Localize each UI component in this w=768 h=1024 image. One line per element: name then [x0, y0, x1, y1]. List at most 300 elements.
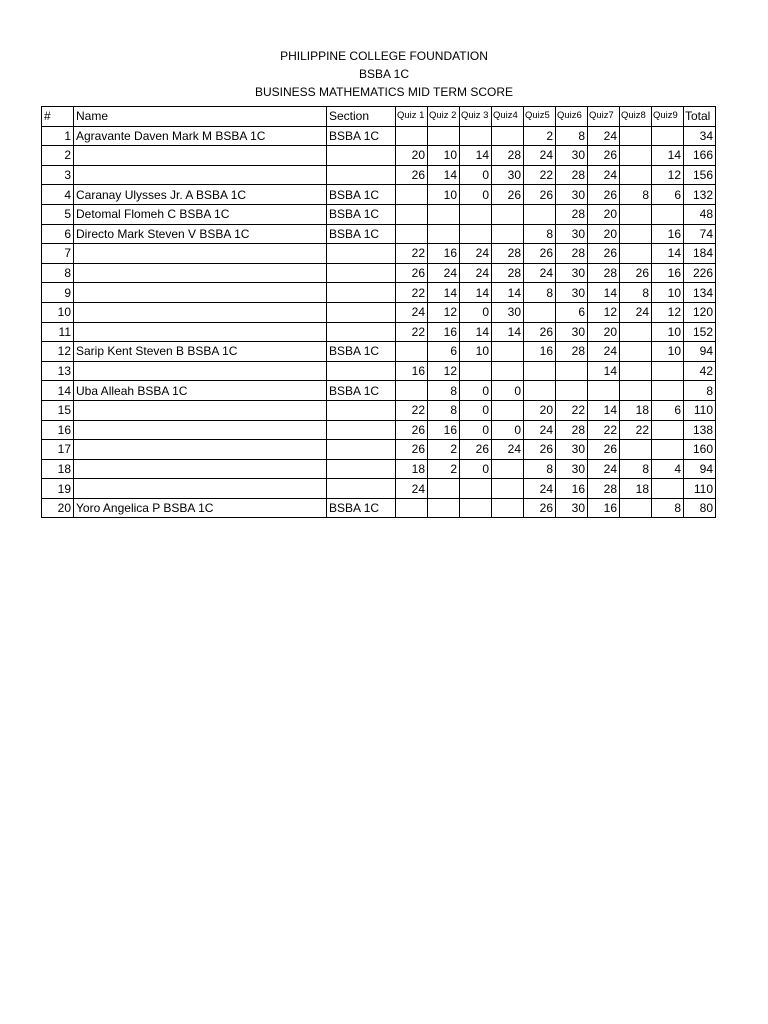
- table-cell: 22: [396, 400, 428, 420]
- table-cell: [74, 263, 327, 283]
- table-cell: 30: [556, 146, 588, 166]
- table-cell: 8: [524, 459, 556, 479]
- table-cell: [74, 400, 327, 420]
- table-cell: [327, 361, 396, 381]
- table-cell: [396, 342, 428, 362]
- table-cell: 2: [524, 126, 556, 146]
- table-cell: 30: [556, 283, 588, 303]
- table-cell: 14: [42, 381, 74, 401]
- table-cell: [396, 126, 428, 146]
- table-cell: 26: [588, 185, 620, 205]
- table-cell: 2: [428, 440, 460, 460]
- table-row: [42, 126, 716, 146]
- table-cell: 28: [556, 165, 588, 185]
- table-cell: 14: [428, 283, 460, 303]
- table-cell: 24: [460, 244, 492, 264]
- table-cell: 48: [684, 204, 716, 224]
- table-cell: 8: [556, 126, 588, 146]
- table-cell: 74: [684, 224, 716, 244]
- table-cell: 22: [524, 165, 556, 185]
- table-cell: 24: [396, 302, 428, 322]
- column-header: Quiz8: [620, 107, 652, 127]
- table-cell: 30: [556, 322, 588, 342]
- table-cell: 16: [428, 244, 460, 264]
- table-row: [42, 224, 716, 244]
- table-cell: 18: [396, 459, 428, 479]
- table-cell: 26: [588, 440, 620, 460]
- table-cell: BSBA 1C: [327, 185, 396, 205]
- table-cell: 26: [396, 165, 428, 185]
- table-cell: [492, 498, 524, 518]
- table-cell: [74, 479, 327, 499]
- table-cell: Directo Mark Steven V BSBA 1C: [74, 224, 327, 244]
- table-cell: 20: [42, 498, 74, 518]
- table-row: [42, 342, 716, 362]
- table-cell: [327, 479, 396, 499]
- table-cell: 14: [588, 361, 620, 381]
- table-cell: [620, 244, 652, 264]
- table-cell: 24: [524, 146, 556, 166]
- table-cell: 94: [684, 342, 716, 362]
- table-cell: [428, 479, 460, 499]
- table-cell: 22: [588, 420, 620, 440]
- table-cell: 24: [524, 420, 556, 440]
- table-cell: 20: [588, 224, 620, 244]
- table-cell: 26: [588, 146, 620, 166]
- column-header: Quiz 2: [428, 107, 460, 127]
- table-cell: 134: [684, 283, 716, 303]
- header-row: [42, 107, 716, 127]
- table-cell: [396, 498, 428, 518]
- table-cell: [74, 244, 327, 264]
- table-cell: 20: [396, 146, 428, 166]
- table-cell: BSBA 1C: [327, 498, 396, 518]
- table-cell: 0: [460, 400, 492, 420]
- table-cell: 8: [524, 283, 556, 303]
- table-cell: 28: [492, 146, 524, 166]
- table-row: [42, 420, 716, 440]
- table-cell: 16: [524, 342, 556, 362]
- table-cell: [327, 420, 396, 440]
- table-cell: 14: [652, 244, 684, 264]
- table-cell: Sarip Kent Steven B BSBA 1C: [74, 342, 327, 362]
- table-row: [42, 185, 716, 205]
- column-header: Section: [327, 107, 396, 127]
- table-cell: 12: [42, 342, 74, 362]
- table-cell: BSBA 1C: [327, 204, 396, 224]
- table-cell: [327, 322, 396, 342]
- table-cell: 16: [42, 420, 74, 440]
- table-row: [42, 381, 716, 401]
- table-cell: 14: [492, 283, 524, 303]
- table-cell: [620, 440, 652, 460]
- table-cell: [460, 126, 492, 146]
- table-cell: 166: [684, 146, 716, 166]
- table-cell: 10: [428, 185, 460, 205]
- college-name: PHILIPPINE COLLEGE FOUNDATION: [280, 49, 488, 63]
- table-cell: 30: [556, 263, 588, 283]
- table-cell: 15: [42, 400, 74, 420]
- table-cell: 12: [652, 302, 684, 322]
- table-cell: [327, 263, 396, 283]
- table-cell: 26: [396, 420, 428, 440]
- table-cell: 8: [620, 185, 652, 205]
- table-cell: [327, 244, 396, 264]
- table-row: [42, 459, 716, 479]
- table-cell: [460, 479, 492, 499]
- table-cell: [620, 224, 652, 244]
- table-cell: 10: [652, 342, 684, 362]
- table-cell: 14: [460, 283, 492, 303]
- table-cell: 28: [492, 263, 524, 283]
- report-title: BUSINESS MATHEMATICS MID TERM SCORE: [254, 85, 514, 99]
- score-table: [41, 106, 716, 518]
- table-cell: 12: [428, 361, 460, 381]
- table-row: [42, 302, 716, 322]
- table-cell: 80: [684, 498, 716, 518]
- table-cell: 26: [524, 244, 556, 264]
- table-cell: [588, 381, 620, 401]
- table-cell: 0: [460, 302, 492, 322]
- table-cell: 7: [42, 244, 74, 264]
- table-cell: [428, 126, 460, 146]
- table-cell: [652, 361, 684, 381]
- table-cell: [620, 165, 652, 185]
- table-cell: 24: [588, 126, 620, 146]
- table-cell: 152: [684, 322, 716, 342]
- table-cell: [620, 204, 652, 224]
- table-cell: 26: [396, 263, 428, 283]
- table-cell: 8: [620, 459, 652, 479]
- table-cell: 13: [42, 361, 74, 381]
- table-cell: [652, 420, 684, 440]
- table-cell: 12: [652, 165, 684, 185]
- table-cell: 16: [556, 479, 588, 499]
- table-cell: [556, 361, 588, 381]
- table-row: [42, 322, 716, 342]
- table-cell: 16: [588, 498, 620, 518]
- table-cell: 28: [556, 204, 588, 224]
- table-cell: 10: [460, 342, 492, 362]
- table-cell: 26: [524, 498, 556, 518]
- table-row: [42, 244, 716, 264]
- table-cell: 30: [492, 165, 524, 185]
- table-cell: [428, 224, 460, 244]
- table-cell: 8: [428, 381, 460, 401]
- table-cell: [396, 381, 428, 401]
- table-body: [42, 126, 716, 518]
- table-row: [42, 283, 716, 303]
- table-cell: 6: [652, 400, 684, 420]
- table-cell: 4: [652, 459, 684, 479]
- table-cell: 26: [396, 440, 428, 460]
- table-cell: 6: [652, 185, 684, 205]
- table-cell: 0: [492, 381, 524, 401]
- table-row: [42, 479, 716, 499]
- table-cell: 16: [396, 361, 428, 381]
- table-cell: [492, 204, 524, 224]
- table-cell: 138: [684, 420, 716, 440]
- table-cell: 22: [396, 244, 428, 264]
- table-cell: 30: [556, 185, 588, 205]
- table-cell: 30: [492, 302, 524, 322]
- table-cell: [524, 204, 556, 224]
- table-cell: 24: [492, 440, 524, 460]
- table-cell: 34: [684, 126, 716, 146]
- table-row: [42, 165, 716, 185]
- table-cell: 0: [460, 420, 492, 440]
- table-cell: 0: [460, 381, 492, 401]
- table-cell: [396, 185, 428, 205]
- table-cell: 0: [460, 165, 492, 185]
- table-row: [42, 400, 716, 420]
- column-header: Quiz4: [492, 107, 524, 127]
- table-cell: [492, 400, 524, 420]
- table-cell: [74, 459, 327, 479]
- table-cell: 24: [524, 479, 556, 499]
- column-header: Name: [74, 107, 327, 127]
- column-header: Quiz6: [556, 107, 588, 127]
- table-cell: 1: [42, 126, 74, 146]
- table-cell: [652, 479, 684, 499]
- table-cell: [492, 224, 524, 244]
- table-cell: [74, 302, 327, 322]
- table-cell: [620, 342, 652, 362]
- table-cell: 16: [428, 420, 460, 440]
- table-cell: 3: [42, 165, 74, 185]
- table-cell: 184: [684, 244, 716, 264]
- table-cell: [396, 204, 428, 224]
- table-cell: 18: [620, 400, 652, 420]
- column-header: Quiz7: [588, 107, 620, 127]
- table-cell: 22: [396, 322, 428, 342]
- table-cell: [492, 342, 524, 362]
- table-cell: 28: [588, 263, 620, 283]
- table-cell: 8: [684, 381, 716, 401]
- table-cell: 110: [684, 479, 716, 499]
- table-cell: [492, 361, 524, 381]
- table-cell: 14: [492, 322, 524, 342]
- table-cell: 4: [42, 185, 74, 205]
- table-cell: 28: [556, 420, 588, 440]
- column-header: #: [42, 107, 74, 127]
- table-cell: [74, 165, 327, 185]
- table-cell: [327, 302, 396, 322]
- table-cell: [74, 440, 327, 460]
- table-cell: [524, 381, 556, 401]
- table-row: [42, 263, 716, 283]
- table-cell: [428, 204, 460, 224]
- table-cell: BSBA 1C: [327, 381, 396, 401]
- table-cell: [327, 165, 396, 185]
- table-cell: [327, 440, 396, 460]
- column-header: Total: [684, 107, 716, 127]
- table-cell: 26: [524, 322, 556, 342]
- table-cell: 24: [460, 263, 492, 283]
- table-cell: Detomal Flomeh C BSBA 1C: [74, 204, 327, 224]
- table-cell: [620, 361, 652, 381]
- table-cell: 8: [652, 498, 684, 518]
- table-cell: [460, 204, 492, 224]
- table-cell: 14: [460, 322, 492, 342]
- table-cell: 20: [588, 204, 620, 224]
- table-cell: [524, 361, 556, 381]
- table-cell: 17: [42, 440, 74, 460]
- table-cell: 24: [524, 263, 556, 283]
- document-header: [0, 47, 768, 101]
- table-cell: 22: [620, 420, 652, 440]
- section-title: BSBA 1C: [358, 67, 410, 81]
- table-cell: 30: [556, 440, 588, 460]
- table-cell: [327, 283, 396, 303]
- table-cell: 226: [684, 263, 716, 283]
- table-cell: 8: [524, 224, 556, 244]
- table-row: [42, 204, 716, 224]
- table-cell: [620, 322, 652, 342]
- table-cell: 26: [460, 440, 492, 460]
- table-cell: 26: [492, 185, 524, 205]
- table-cell: 28: [556, 342, 588, 362]
- table-cell: Agravante Daven Mark M BSBA 1C: [74, 126, 327, 146]
- table-cell: 16: [428, 322, 460, 342]
- column-header: Quiz 1: [396, 107, 428, 127]
- table-cell: 28: [588, 479, 620, 499]
- table-cell: 24: [396, 479, 428, 499]
- table-cell: 9: [42, 283, 74, 303]
- table-cell: Caranay Ulysses Jr. A BSBA 1C: [74, 185, 327, 205]
- table-cell: 18: [620, 479, 652, 499]
- table-cell: Yoro Angelica P BSBA 1C: [74, 498, 327, 518]
- table-cell: 94: [684, 459, 716, 479]
- table-row: [42, 440, 716, 460]
- table-cell: 14: [588, 283, 620, 303]
- table-cell: 14: [428, 165, 460, 185]
- table-cell: [74, 146, 327, 166]
- table-cell: [492, 126, 524, 146]
- table-cell: 30: [556, 224, 588, 244]
- column-header: Quiz5: [524, 107, 556, 127]
- table-cell: [652, 440, 684, 460]
- table-cell: 24: [588, 165, 620, 185]
- table-cell: 10: [428, 146, 460, 166]
- table-cell: [492, 479, 524, 499]
- table-cell: 0: [492, 420, 524, 440]
- table-cell: Uba Alleah BSBA 1C: [74, 381, 327, 401]
- table-cell: 110: [684, 400, 716, 420]
- table-cell: 6: [556, 302, 588, 322]
- table-cell: 0: [460, 185, 492, 205]
- table-cell: 20: [588, 322, 620, 342]
- table-cell: 8: [42, 263, 74, 283]
- table-cell: 20: [524, 400, 556, 420]
- table-cell: [327, 459, 396, 479]
- table-cell: [74, 322, 327, 342]
- table-cell: 2: [42, 146, 74, 166]
- table-cell: 24: [588, 342, 620, 362]
- table-cell: [327, 146, 396, 166]
- table-cell: 30: [556, 459, 588, 479]
- table-cell: 8: [620, 283, 652, 303]
- table-cell: BSBA 1C: [327, 126, 396, 146]
- table-cell: [460, 361, 492, 381]
- table-row: [42, 498, 716, 518]
- table-cell: 14: [652, 146, 684, 166]
- table-cell: 6: [42, 224, 74, 244]
- table-cell: [652, 204, 684, 224]
- table-cell: [396, 224, 428, 244]
- table-cell: 14: [460, 146, 492, 166]
- table-cell: 10: [652, 283, 684, 303]
- table-cell: [460, 224, 492, 244]
- table-cell: [524, 302, 556, 322]
- table-cell: [428, 498, 460, 518]
- table-cell: [492, 459, 524, 479]
- table-cell: 16: [652, 224, 684, 244]
- column-header: Quiz 3: [460, 107, 492, 127]
- table-cell: [620, 126, 652, 146]
- table-cell: 132: [684, 185, 716, 205]
- table-cell: 160: [684, 440, 716, 460]
- table-cell: 19: [42, 479, 74, 499]
- table-row: [42, 361, 716, 381]
- table-cell: 156: [684, 165, 716, 185]
- table-cell: [620, 146, 652, 166]
- table-cell: [74, 420, 327, 440]
- table-cell: [620, 381, 652, 401]
- table-cell: 28: [556, 244, 588, 264]
- table-cell: 24: [620, 302, 652, 322]
- column-header: Quiz9: [652, 107, 684, 127]
- table-cell: [460, 498, 492, 518]
- table-cell: 14: [588, 400, 620, 420]
- table-cell: 26: [524, 440, 556, 460]
- table-cell: 10: [42, 302, 74, 322]
- table-cell: 26: [588, 244, 620, 264]
- table-cell: 22: [396, 283, 428, 303]
- table-cell: [327, 400, 396, 420]
- table-cell: BSBA 1C: [327, 342, 396, 362]
- table-cell: [556, 381, 588, 401]
- table-cell: [74, 361, 327, 381]
- table-cell: [620, 498, 652, 518]
- table-cell: [652, 126, 684, 146]
- table-cell: [652, 381, 684, 401]
- table-cell: BSBA 1C: [327, 224, 396, 244]
- table-cell: 12: [588, 302, 620, 322]
- table-cell: 42: [684, 361, 716, 381]
- table-cell: 30: [556, 498, 588, 518]
- table-cell: 12: [428, 302, 460, 322]
- table-cell: 24: [428, 263, 460, 283]
- table-cell: 2: [428, 459, 460, 479]
- table-cell: 16: [652, 263, 684, 283]
- table-cell: 26: [524, 185, 556, 205]
- table-cell: 28: [492, 244, 524, 264]
- table-cell: 8: [428, 400, 460, 420]
- table-cell: 10: [652, 322, 684, 342]
- table-cell: 24: [588, 459, 620, 479]
- table-cell: 26: [620, 263, 652, 283]
- table-cell: 120: [684, 302, 716, 322]
- table-cell: 22: [556, 400, 588, 420]
- table-cell: 11: [42, 322, 74, 342]
- table-cell: 5: [42, 204, 74, 224]
- table-cell: 0: [460, 459, 492, 479]
- table-cell: 6: [428, 342, 460, 362]
- table-cell: 18: [42, 459, 74, 479]
- table-row: [42, 146, 716, 166]
- table-cell: [74, 283, 327, 303]
